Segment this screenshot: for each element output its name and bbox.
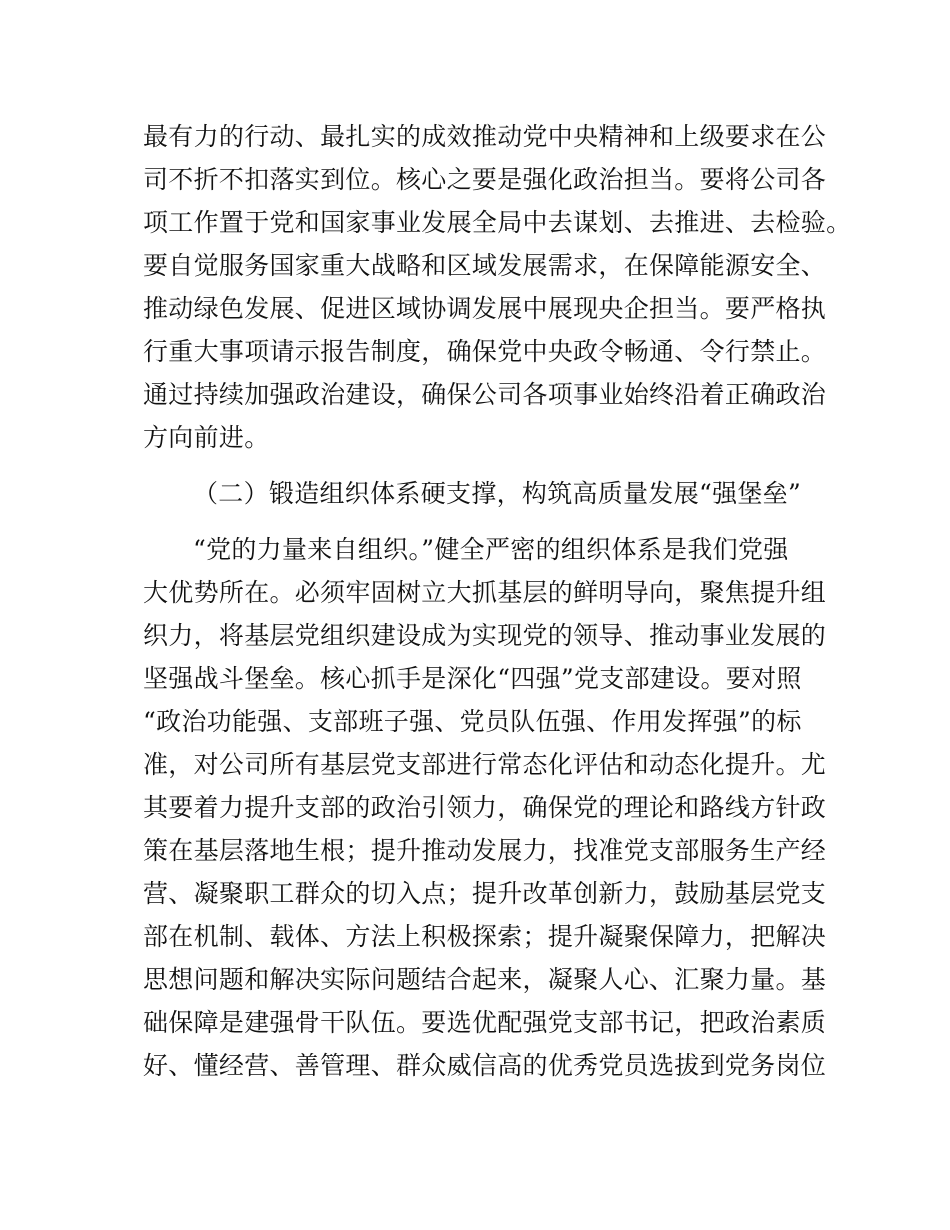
text-line: 最有力的行动、最扎实的成效推动党中央精神和上级要求在公 [143, 122, 827, 151]
text-line: 织力，将基层党组织建设成为实现党的领导、推动事业发展的 [143, 621, 827, 650]
text-line: 要自觉服务国家重大战略和区域发展需求，在保障能源安全、 [143, 251, 827, 280]
text-line: 项工作置于党和国家事业发展全局中去谋划、去推进、去检验。 [143, 208, 852, 237]
text-line: 方向前进。 [143, 423, 270, 452]
text-line: 通过持续加强政治建设，确保公司各项事业始终沿着正确政治 [143, 380, 827, 409]
text-line: “政治功能强、支部班子强、党员队伍强、作用发挥强”的标 [143, 707, 802, 736]
text-line: 好、懂经营、善管理、群众威信高的优秀党员选拔到党务岗位 [143, 1051, 827, 1080]
text-line: 坚强战斗堡垒。核心抓手是深化“四强”党支部建设。要对照 [143, 664, 802, 693]
text-line: 大优势所在。必须牢固树立大抓基层的鲜明导向，聚焦提升组 [143, 578, 827, 607]
text-line: 行重大事项请示报告制度，确保党中央政令畅通、令行禁止。 [143, 337, 827, 366]
text-line: 营、凝聚职工群众的切入点；提升改革创新力，鼓励基层党支 [143, 879, 827, 908]
text-line: 推动绿色发展、促进区域协调发展中展现央企担当。要严格执 [143, 294, 827, 323]
text-line: 策在基层落地生根；提升推动发展力，找准党支部服务生产经 [143, 836, 827, 865]
text-line: 础保障是建强骨干队伍。要选优配强党支部书记，把政治素质 [143, 1008, 827, 1037]
text-line: 部在机制、载体、方法上积极探索；提升凝聚保障力，把解决 [143, 922, 827, 951]
text-line: 思想问题和解决实际问题结合起来，凝聚人心、汇聚力量。基 [143, 965, 827, 994]
text-line: 其要着力提升支部的政治引领力，确保党的理论和路线方针政 [143, 793, 827, 822]
text-line: 司不折不扣落实到位。核心之要是强化政治担当。要将公司各 [143, 165, 827, 194]
text-line: 准，对公司所有基层党支部进行常态化评估和动态化提升。尤 [143, 750, 827, 779]
section-heading: （二）锻造组织体系硬支撑，构筑高质量发展“强堡垒” [193, 479, 802, 508]
text-line: “党的力量来自组织。”健全严密的组织体系是我们党强 [193, 535, 789, 564]
